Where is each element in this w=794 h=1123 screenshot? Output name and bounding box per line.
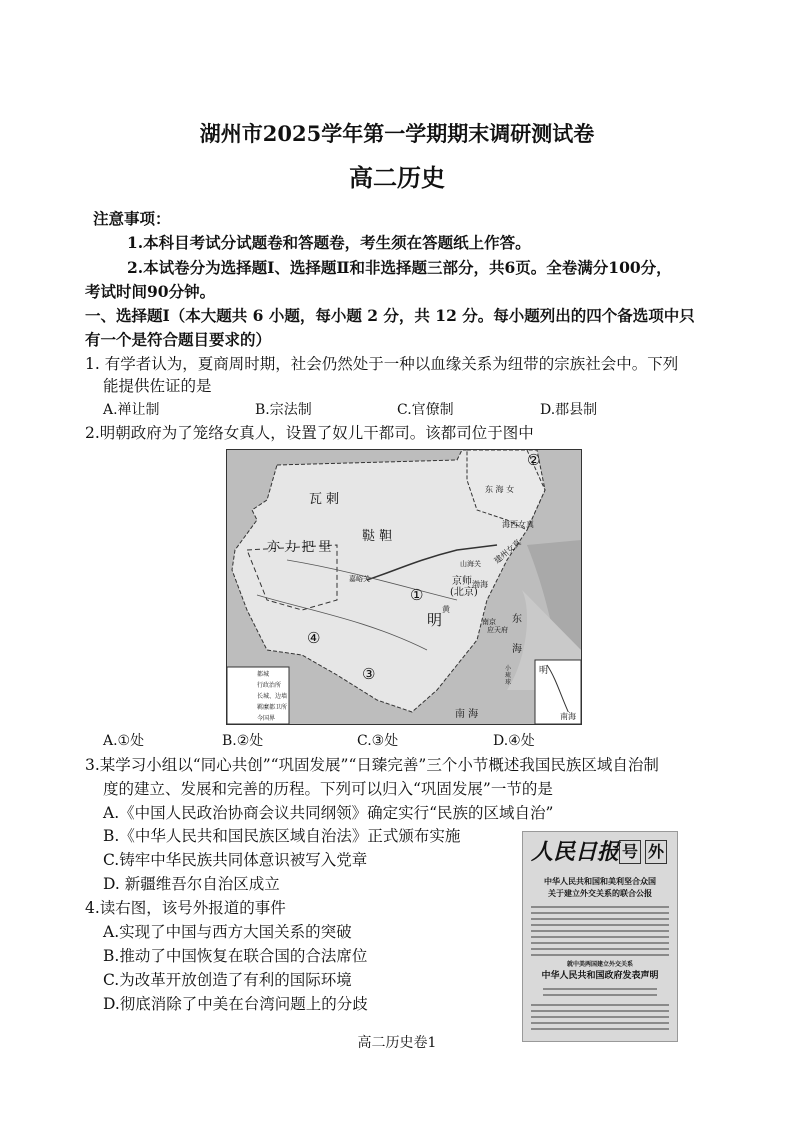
map-label-nanhai: 南 海	[455, 709, 479, 720]
option-a: A.《中国人民政治协商会议共同纲领》确定实行“民族的区域自治”	[103, 804, 554, 822]
map-label-donghai-2: 海	[512, 644, 522, 655]
marker-3: ③	[362, 665, 376, 683]
map-label-dada: 鞑 靼	[362, 529, 393, 544]
question-stem: 能提供佐证的是	[103, 377, 212, 395]
option-d: D.④处	[493, 733, 535, 749]
option-d: D.郡县制	[540, 402, 598, 418]
map-label-yili: 亦 力 把 里	[267, 540, 332, 555]
newspaper-headline: 关于建立外交关系的联合公报	[548, 888, 652, 898]
option-c: C.铸牢中华民族共同体意识被写入党章	[103, 851, 368, 869]
marker-2: ②	[527, 451, 541, 469]
question-stem: 2.明朝政府为了笼络女真人，设置了奴儿干都司。该都司位于图中	[85, 424, 534, 442]
newspaper-subhead: 就中美两国建立外交关系	[566, 961, 633, 968]
question-stem: 3.某学习小组以“同心共创”“巩固发展”“日臻完善”三个小节概述我国民族区域自治制	[85, 756, 659, 774]
map-label-donghai-nuzhen: 东 海 女	[485, 485, 515, 494]
newspaper-headline: 中华人民共和国政府发表声明	[541, 971, 659, 981]
newspaper-headline: 中华人民共和国和美利坚合众国	[544, 876, 656, 886]
map-label-nanjing: 南京	[482, 618, 496, 626]
option-b: B.推动了中国恢复在联合国的合法席位	[103, 947, 368, 965]
map-label-shanhaiguan: 山海关	[460, 560, 481, 568]
legend-seat: 行政治所	[257, 682, 282, 689]
notice-item: 1.本科目考试分试题卷和答题卷，考生须在答题纸上作答。	[127, 233, 531, 252]
notice-item: 考试时间90分钟。	[85, 282, 216, 301]
option-b: B.《中华人民共和国民族区域自治法》正式颁布实施	[103, 827, 461, 845]
notice-item: 2.本试卷分为选择题Ⅰ、选择题Ⅱ和非选择题三部分，共6页。全卷满分100分，	[127, 258, 672, 277]
legend-border: 今国界	[257, 715, 276, 722]
option-c: C.官僚制	[397, 402, 454, 418]
notice-heading: 注意事项：	[93, 209, 171, 228]
page-footer: 高二历史卷1	[357, 1035, 437, 1051]
peoples-daily-extra-photo	[522, 831, 678, 1042]
newspaper-masthead: 人民日报	[531, 839, 620, 865]
exam-subject: 高二历史	[349, 163, 445, 192]
option-c: C.为改革开放创造了有利的国际环境	[103, 971, 352, 989]
legend-capital: 都城	[257, 671, 270, 678]
option-a: A.禅让制	[103, 402, 160, 418]
map-label-yingtianfu: 应天府	[487, 626, 508, 634]
map-label-haixi-nuzhen: 海西女真	[502, 520, 534, 529]
legend-great-wall: 长城、边墙	[257, 693, 288, 700]
newspaper-extra-2: 外	[645, 840, 667, 864]
map-label-huanghe: 黄	[442, 605, 450, 614]
option-d: D.彻底消除了中美在台湾问题上的分歧	[103, 995, 368, 1013]
map-label-capital-alt: (北京)	[450, 587, 478, 598]
question-stem: 4.读右图，该号外报道的事件	[85, 899, 286, 917]
ming-dynasty-map	[226, 449, 582, 725]
map-label-capital: 京师	[452, 576, 472, 587]
option-c: C.③处	[357, 733, 399, 749]
section-heading: 有一个是符合题目要求的）	[85, 330, 272, 349]
map-label-jiayuguan: 嘉峪关	[349, 575, 370, 583]
map-label-wala: 瓦 剌	[309, 492, 340, 507]
option-b: B.宗法制	[255, 402, 312, 418]
question-stem: 1. 有学者认为，夏商周时期，社会仍然处于一种以血缘关系为纽带的宗族社会中。下列	[85, 355, 679, 373]
map-label-donghai: 东	[512, 614, 522, 625]
map-label-jianzhou-nuzhen: 建州女真	[492, 537, 523, 566]
map-label-ming: 明	[427, 611, 443, 629]
option-d: D. 新疆维吾尔自治区成立	[103, 875, 280, 893]
option-a: A.实现了中国与西方大国关系的突破	[103, 923, 352, 941]
inset-label-ming: 明	[539, 666, 549, 676]
marker-4: ④	[307, 629, 321, 647]
legend-jimi: 羁縻都卫所	[257, 704, 288, 711]
question-stem: 度的建立、发展和完善的历程。下列可以归入“巩固发展”一节的是	[103, 780, 553, 798]
section-heading: 一、选择题Ⅰ（本大题共 6 小题，每小题 2 分，共 12 分。每小题列出的四个备选项中只	[85, 306, 695, 325]
map-label-bohai: 渤海	[472, 580, 488, 589]
inset-label-nanhai: 南海	[560, 712, 576, 721]
marker-1: ①	[410, 586, 424, 604]
map-label-xiaoliuqiu: 小琉球	[505, 665, 512, 686]
newspaper-extra-1: 号	[619, 840, 641, 864]
exam-title: 湖州市2025学年第一学期期末调研测试卷	[199, 121, 595, 146]
option-a: A.①处	[103, 733, 145, 749]
option-b: B.②处	[222, 733, 264, 749]
